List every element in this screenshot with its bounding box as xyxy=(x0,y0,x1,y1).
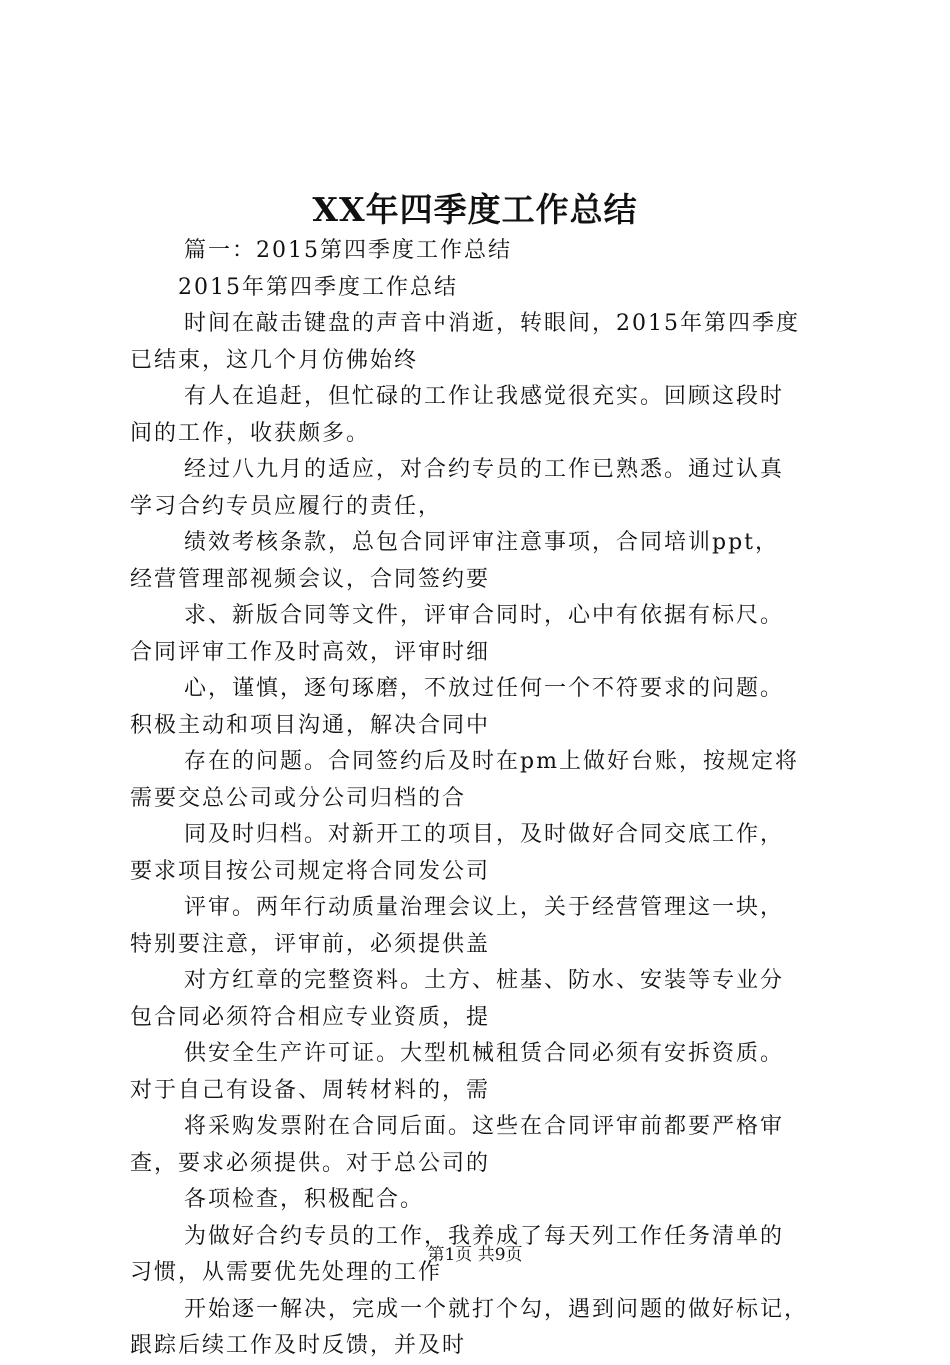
body-line: 心，谨慎，逐句琢磨，不放过任何一个不符要求的问题。 xyxy=(184,676,785,701)
body-line: 有人在追赶，但忙碌的工作让我感觉很充实。回顾这段时 xyxy=(184,384,785,409)
body-line: 间的工作，收获颇多。 xyxy=(130,420,371,446)
body-line: 各项检查，积极配合。 xyxy=(184,1187,425,1212)
body-line: 供安全生产许可证。大型机械租赁合同必须有安拆资质。 xyxy=(184,1041,785,1066)
body-line: 合同评审工作及时高效，评审时细 xyxy=(130,639,491,665)
body-line: 存在的问题。合同签约后及时在pm上做好台账，按规定将 xyxy=(184,749,799,774)
body-line: 需要交总公司或分公司归档的合 xyxy=(130,785,467,811)
body-line: 包合同必须符合相应专业资质，提 xyxy=(130,1004,491,1030)
body-line: 学习合约专员应履行的责任， xyxy=(130,493,443,519)
body-line: 绩效考核条款，总包合同评审注意事项，合同培训ppt， xyxy=(184,530,780,555)
body-line: 为做好合约专员的工作，我养成了每天列工作任务清单的 xyxy=(184,1223,785,1249)
body-line: 对方红章的完整资料。土方、桩基、防水、安装等专业分 xyxy=(184,968,785,993)
body-line: 求、新版合同等文件，评审合同时，心中有依据有标尺。 xyxy=(184,603,785,628)
body-line: 查，要求必须提供。对于总公司的 xyxy=(130,1150,491,1176)
body-line: 将采购发票附在合同后面。这些在合同评审前都要严格审 xyxy=(184,1114,785,1139)
body-line: 评审。两年行动质量治理会议上，关于经营管理这一块， xyxy=(184,895,785,920)
body-line: 时间在敲击键盘的声音中消逝，转眼间，2015年第四季度 xyxy=(184,311,800,336)
body-line: 跟踪后续工作及时反馈，并及时 xyxy=(130,1333,467,1358)
body-line: 2015年第四季度工作总结 xyxy=(178,274,458,300)
body-line: 已结束，这几个月仿佛始终 xyxy=(130,347,419,373)
body-line: 积极主动和项目沟通，解决合同中 xyxy=(130,712,491,738)
body-line: 经过八九月的适应，对合约专员的工作已熟悉。通过认真 xyxy=(184,457,785,482)
body-line: 对于自己有设备、周转材料的，需 xyxy=(130,1077,491,1103)
body-line: 同及时归档。对新开工的项目，及时做好合同交底工作， xyxy=(184,822,785,847)
body-line: 特别要注意，评审前，必须提供盖 xyxy=(130,931,491,957)
body-line: 篇一：2015第四季度工作总结 xyxy=(184,238,512,263)
body-line: 开始逐一解决，完成一个就打个勾，遇到问题的做好标记， xyxy=(184,1296,809,1322)
body-line: 习惯，从需要优先处理的工作 xyxy=(130,1260,443,1285)
body-line: 要求项目按公司规定将合同发公司 xyxy=(130,858,491,884)
body-line: 经营管理部视频会议，合同签约要 xyxy=(130,566,491,592)
document-title: XX年四季度工作总结 xyxy=(312,190,638,229)
document-body xyxy=(130,233,832,1365)
page-footer: 第1页 共9页 xyxy=(427,1245,523,1265)
